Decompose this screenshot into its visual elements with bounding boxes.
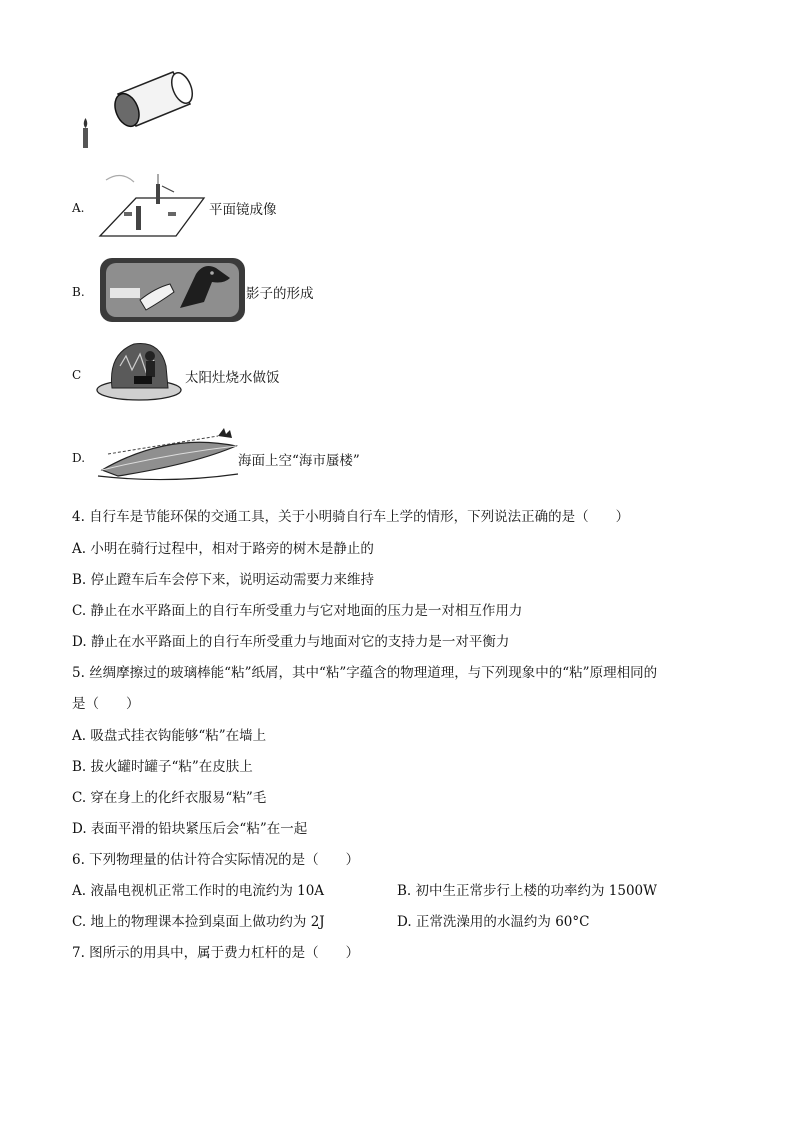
q3-option-a-letter: A. [72,201,85,215]
q3-option-b-letter: B. [72,285,85,299]
q7-stem: 7. 图所示的用具中，属于费力杠杆的是（ ） [72,945,360,961]
plane-mirror-candle-image [96,172,208,240]
q5-option-b: B. 拔火罐时罐子“粘”在皮肤上 [72,759,253,775]
q6-option-a: A. 液晶电视机正常工作时的电流约为 10A [72,883,325,899]
q3-option-b-caption: 影子的形成 [246,286,314,302]
q3-option-d-caption: 海面上空“海市蜃楼” [238,453,360,469]
hand-shadow-giraffe-image [100,258,245,322]
q4-option-d: D. 静止在水平路面上的自行车所受重力与地面对它的支持力是一对平衡力 [72,634,510,650]
q4-option-b: B. 停止蹬车后车会停下来，说明运动需要力来维持 [72,572,375,588]
tube-icon [110,70,196,130]
q5-option-c: C. 穿在身上的化纤衣服易“粘”毛 [72,790,267,806]
q6-option-b: B. 初中生正常步行上楼的功率约为 1500W [397,883,658,899]
solar-cooker-image [94,336,184,404]
mirage-image [98,424,240,482]
q4-stem: 4. 自行车是节能环保的交通工具，关于小明骑自行车上学的情形，下列说法正确的是（ ） [72,509,630,525]
q4-option-a: A. 小明在骑行过程中，相对于路旁的树木是静止的 [72,541,374,557]
q4-option-c: C. 静止在水平路面上的自行车所受重力与它对地面的压力是一对相互作用力 [72,603,523,619]
q5-stem-line2: 是（ ） [72,696,140,712]
q6-stem: 6. 下列物理量的估计符合实际情况的是（ ） [72,852,360,868]
candle-tube-figure [78,64,198,154]
q3-option-c-caption: 太阳灶烧水做饭 [185,370,280,386]
q6-option-d: D. 正常洗澡用的水温约为 60°C [397,914,590,930]
q3-option-d-letter: D. [72,451,86,465]
q5-option-d: D. 表面平滑的铅块紧压后会“粘”在一起 [72,821,308,837]
q3-option-a-caption: 平面镜成像 [209,202,277,218]
q3-option-c-letter: C [72,368,82,382]
q5-stem-line1: 5. 丝绸摩擦过的玻璃棒能“粘”纸屑，其中“粘”字蕴含的物理道理，与下列现象中的“粘”原理相同的 [72,665,658,681]
candle-icon [83,118,88,148]
q6-option-c: C. 地上的物理课本捡到桌面上做功约为 2J [72,914,325,930]
q5-option-a: A. 吸盘式挂衣钩能够“粘”在墙上 [72,728,267,744]
